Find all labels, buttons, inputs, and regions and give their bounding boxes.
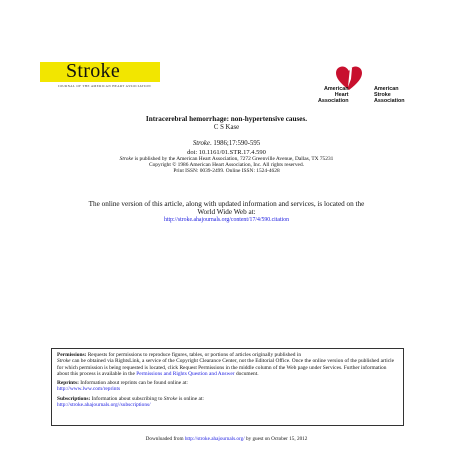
citation-details: . 1986;17:590-595: [209, 140, 261, 147]
subscriptions-text2: is online at:: [177, 395, 204, 402]
stroke-logo-word: Stroke: [66, 60, 121, 82]
asa-text-line2: Stroke: [374, 92, 391, 98]
permissions-text2: can be obtained via RightsLink, a service of the Copyright Clearance Center, not the Editorial Office. Once the online version of the published article for which permission is being requested is located, click Request Permissions in the middle column of the Web page under Services. Further information about this process is available in the: [57, 358, 395, 377]
online-version-line1: The online version of this article, along with updated information and services, is located on the: [88, 200, 365, 208]
subscriptions-text: Information about subscribing to: [90, 395, 164, 402]
article-author: C S Kase: [213, 124, 240, 131]
issn-line: Print ISSN: 0039-2499. Online ISSN: 1524-4628: [173, 168, 280, 174]
publisher-journal: Stroke: [119, 156, 134, 162]
asa-text-line3: Association: [374, 98, 405, 104]
subscriptions-journal: Stroke: [163, 395, 178, 402]
aha-logo-text: [318, 86, 349, 104]
article-citation: [0, 140, 453, 147]
publisher-text: is published by the American Heart Association, 7272 Greenville Avenue, Dallas, TX 75231: [133, 156, 334, 162]
reprints-link[interactable]: http://www.lww.com/reprints: [57, 386, 121, 393]
journal-name: Stroke: [192, 140, 210, 147]
article-title: Intracerebral hemorrhage: non-hypertensive causes.: [145, 115, 308, 123]
permissions-qa-link[interactable]: Permissions and Rights Question and Answer: [136, 370, 235, 377]
reprints-paragraph: [57, 380, 398, 393]
permissions-paragraph: [57, 352, 398, 377]
permissions-journal: Stroke: [57, 358, 71, 365]
reprints-text: Information about reprints can be found online at:: [78, 380, 188, 387]
subscriptions-link[interactable]: http://stroke.ahajournals.org//subscriptions/: [57, 402, 151, 409]
footer-link[interactable]: http://stroke.ahajournals.org/: [184, 436, 245, 442]
aha-text-line2: Heart: [334, 92, 349, 98]
online-version-line2: World Wide Web at:: [197, 208, 256, 216]
reprints-label: Reprints:: [57, 380, 79, 387]
online-version-link[interactable]: http://stroke.ahajournals.org/content/17/4/590.citation: [164, 217, 289, 223]
copyright-line: Copyright © 1986 American Heart Association, Inc. All rights reserved.: [148, 162, 304, 168]
aha-text-line3: Association: [318, 98, 349, 104]
subscriptions-label: Subscriptions:: [57, 395, 91, 402]
permissions-label: Permissions:: [57, 352, 87, 358]
permissions-text1: Requests for permissions to reproduce figures, tables, or portions of articles originally published in: [86, 352, 302, 358]
subscriptions-paragraph: [57, 396, 398, 409]
permissions-box: [51, 348, 404, 426]
aha-text-line1: American: [323, 86, 349, 92]
asa-logo-text: [374, 86, 405, 104]
footer-prefix: Downloaded from: [145, 436, 185, 442]
footer-suffix: by guest on October 15, 2012: [244, 436, 308, 442]
permissions-text3: document.: [234, 370, 259, 377]
article-doi: doi: 10.1161/01.STR.17.4.590: [187, 149, 266, 156]
download-footer: [0, 436, 453, 442]
asa-text-line1: American: [374, 86, 399, 92]
stroke-logo-subtitle: JOURNAL OF THE AMERICAN HEART ASSOCIATION: [58, 84, 151, 88]
